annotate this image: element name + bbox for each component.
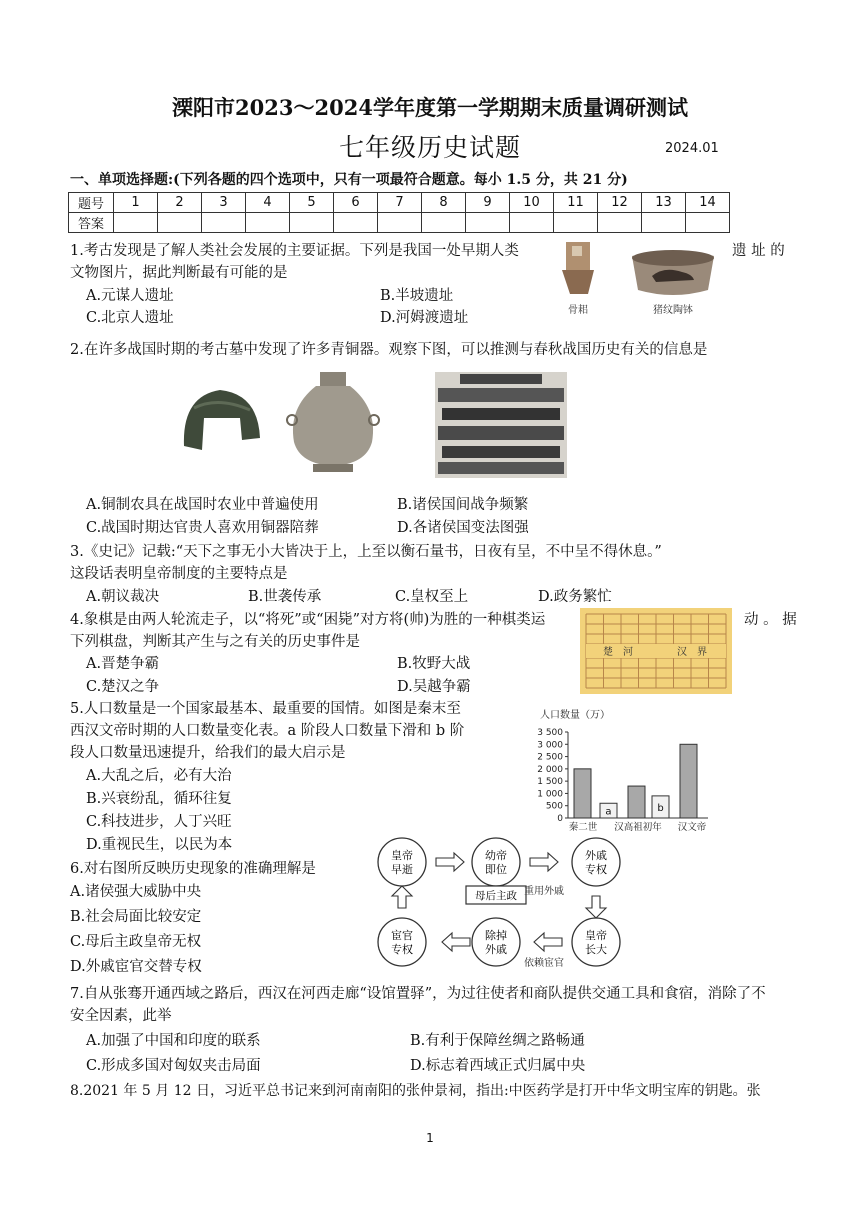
board-river-right-label: 汉 界 (677, 647, 707, 658)
answer-table-number: 6 (334, 193, 378, 213)
chart-y-tick-label: 3 500 (537, 728, 563, 738)
pig-pottery-bowl-image (632, 250, 714, 295)
node-emperor-grows-up (572, 918, 620, 966)
q5-option-c: C.科技进步，人丁兴旺 (86, 814, 232, 830)
exam-subtitle: 七年级历史试题 (338, 133, 521, 162)
q5-option-a: A.大乱之后，必有大治 (86, 768, 232, 784)
chart-x-label: 汉高祖初年 (614, 822, 662, 833)
q3-option-b: B.世袭传承 (248, 589, 322, 605)
answer-cell[interactable] (598, 213, 642, 233)
chart-y-tick-label: 500 (545, 801, 563, 812)
answer-cell[interactable] (114, 213, 158, 233)
q2-bronze-images (170, 368, 580, 488)
board-river-left-label: 楚 河 (603, 647, 633, 658)
q5-option-d: D.重视民生，以民为本 (86, 837, 233, 853)
q4-option-b: B.牧野大战 (397, 656, 471, 672)
answer-table-number: 13 (642, 193, 686, 213)
node-eunuch-power (378, 918, 426, 966)
chart-bar (574, 769, 591, 818)
answer-cell[interactable] (422, 213, 466, 233)
answer-cell[interactable] (334, 213, 378, 233)
q4-stem-line1: 4.象棋是由两人轮流走子，以“将死”或“困毙”对方将(帅)为胜的一种棋类运 (70, 612, 546, 628)
svg-text:外戚: 外戚 (585, 849, 607, 862)
q5-stem-line3: 段人口数量迅速提升，给我们的最大启示是 (70, 745, 346, 761)
svg-text:长大: 长大 (585, 943, 607, 956)
q3-option-a: A.朝议裁决 (86, 589, 160, 605)
q2-option-a: A.铜制农具在战国时农业中普遍使用 (86, 497, 319, 513)
svg-text:幼帝: 幼帝 (485, 849, 507, 862)
chart-x-label: 汉文帝 (677, 822, 707, 833)
answer-table-number: 3 (202, 193, 246, 213)
answer-table-number: 9 (466, 193, 510, 213)
q6-stem: 6.对右图所反映历史现象的准确理解是 (70, 861, 316, 877)
answer-table-number: 5 (290, 193, 334, 213)
svg-text:即位: 即位 (485, 863, 507, 876)
chart-bar (680, 744, 697, 818)
answer-table-number-row (69, 193, 730, 213)
q3-option-c: C.皇权至上 (395, 589, 469, 605)
population-chart (522, 706, 722, 836)
q4-stem-line1-tail: 动 。 据 (744, 612, 797, 628)
q7-option-d: D.标志着西域正式归属中央 (410, 1058, 586, 1074)
bronze-helmet-image (184, 390, 260, 450)
svg-text:皇帝: 皇帝 (391, 849, 413, 862)
q2-option-b: B.诸侯国间战争频繁 (397, 497, 529, 513)
answer-table (68, 192, 730, 233)
q1-option-c: C.北京人遗址 (86, 310, 174, 326)
svg-text:宦官: 宦官 (391, 929, 413, 942)
empress-dowager-box (466, 886, 526, 904)
chart-y-tick-label: 0 (557, 814, 563, 824)
answer-cell[interactable] (466, 213, 510, 233)
section-heading: 一、单项选择题:(下列各题的四个选项中，只有一项最符合题意。每小 1.5 分，共 21 分) (70, 172, 628, 188)
answer-table-number: 8 (422, 193, 466, 213)
q1-stem-line2: 文物图片，据此判断最有可能的是 (70, 265, 288, 281)
chart-y-axis-title: 人口数量（万） (540, 710, 610, 721)
label-rely-on-eunuchs: 依赖宦官 (524, 958, 564, 969)
answer-cell[interactable] (158, 213, 202, 233)
page-number: 1 (426, 1131, 434, 1145)
q5-option-b: B.兴衰纷乱，循环往复 (86, 791, 232, 807)
chart-stage-label: b (657, 802, 664, 814)
bronze-vessel-image (287, 372, 379, 472)
answer-cell[interactable] (378, 213, 422, 233)
bronze-pattern-image (435, 372, 567, 478)
chart-y-tick-label: 1 000 (537, 789, 563, 800)
answer-table-label: 答案 (69, 213, 114, 233)
q6-option-b: B.社会局面比较安定 (70, 909, 202, 925)
svg-text:早逝: 早逝 (391, 863, 413, 876)
q5-stem-line2: 西汉文帝时期的人口数量变化表。a 阶段人口数量下滑和 b 阶 (70, 723, 465, 739)
svg-text:母后主政: 母后主政 (475, 890, 517, 902)
answer-cell[interactable] (510, 213, 554, 233)
label-reuse-consort-clan: 重用外戚 (524, 886, 564, 897)
chart-stage-label: a (605, 806, 612, 818)
answer-table-label: 题号 (69, 193, 114, 213)
q8-stem-line1: 8.2021 年 5 月 12 日，习近平总书记来到河南南阳的张仲景祠，指出:中医药学是打开中华文明宝库的钥匙。张 (70, 1083, 761, 1099)
svg-text:除掉: 除掉 (485, 929, 507, 942)
answer-table-number: 4 (246, 193, 290, 213)
svg-text:专权: 专权 (585, 863, 607, 876)
q7-stem-line2: 安全因素，此举 (70, 1008, 172, 1024)
eastern-han-cycle-diagram (374, 834, 636, 976)
q1-artifact-images (548, 238, 726, 318)
q2-option-c: C.战国时期达官贵人喜欢用铜器陪葬 (86, 520, 319, 536)
exam-title: 溧阳市2023～2024学年度第一学期期末质量调研测试 (172, 95, 688, 120)
q1-option-b: B.半坡遗址 (380, 288, 454, 304)
q6-option-d: D.外戚宦官交替专权 (70, 959, 202, 975)
chessboard-image (580, 608, 732, 694)
answer-cell[interactable] (642, 213, 686, 233)
answer-table-number: 14 (686, 193, 730, 213)
q6-option-a: A.诸侯强大威胁中央 (70, 884, 202, 900)
node-consort-clan-power (572, 838, 620, 886)
answer-cell[interactable] (290, 213, 334, 233)
q3-stem-line2: 这段话表明皇帝制度的主要特点是 (70, 566, 288, 582)
node-remove-consort-clan (472, 918, 520, 966)
q4-stem-line2: 下列棋盘，判断其产生与之有关的历史事件是 (70, 634, 360, 650)
q1-option-d: D.河姆渡遗址 (380, 310, 469, 326)
node-emperor-early-death (378, 838, 426, 886)
answer-table-number: 12 (598, 193, 642, 213)
chart-y-tick-label: 2 000 (537, 764, 563, 775)
q7-option-b: B.有利于保障丝绸之路畅通 (410, 1033, 585, 1049)
q7-option-a: A.加强了中国和印度的联系 (86, 1033, 261, 1049)
answer-cell[interactable] (686, 213, 730, 233)
q4-option-a: A.晋楚争霸 (86, 656, 160, 672)
chart-y-tick-label: 2 500 (537, 752, 563, 763)
q7-option-c: C.形成多国对匈奴夹击局面 (86, 1058, 261, 1074)
node-child-emperor (472, 838, 520, 886)
bone-spade-image (562, 242, 594, 294)
pig-bowl-caption: 猪纹陶钵 (653, 305, 693, 316)
answer-cell[interactable] (202, 213, 246, 233)
chart-y-tick-label: 3 000 (537, 740, 563, 751)
answer-table-number: 7 (378, 193, 422, 213)
q4-option-d: D.吴越争霸 (397, 679, 471, 695)
answer-table-number: 1 (114, 193, 158, 213)
chart-bar (628, 786, 645, 818)
bone-spade-caption: 骨耜 (568, 305, 588, 316)
q3-option-d: D.政务繁忙 (538, 589, 612, 605)
q2-option-d: D.各诸侯国变法图强 (397, 520, 529, 536)
q5-stem-line1: 5.人口数量是一个国家最基本、最重要的国情。如图是秦末至 (70, 701, 461, 717)
q2-stem: 2.在许多战国时期的考古墓中发现了许多青铜器。观察下图，可以推测与春秋战国历史有关的信息是 (70, 342, 708, 358)
q4-option-c: C.楚汉之争 (86, 679, 160, 695)
answer-cell[interactable] (554, 213, 598, 233)
answer-table-answer-row (69, 213, 730, 233)
q3-stem-line1: 3.《史记》记载:“天下之事无小大皆决于上，上至以衡石量书，日夜有呈，不中呈不得休息。” (70, 544, 662, 560)
q1-option-a: A.元谋人遗址 (86, 288, 174, 304)
answer-table-number: 10 (510, 193, 554, 213)
answer-cell[interactable] (246, 213, 290, 233)
svg-text:专权: 专权 (391, 943, 413, 956)
q7-stem-line1: 7.自从张骞开通西域之路后，西汉在河西走廊“设馆置驿”，为过往使者和商队提供交通工具和食宿，消除了不 (70, 986, 766, 1002)
svg-text:皇帝: 皇帝 (585, 929, 607, 942)
exam-date: 2024.01 (665, 141, 719, 156)
chart-y-tick-label: 1 500 (537, 777, 563, 788)
answer-table-number: 11 (554, 193, 598, 213)
chart-x-label: 秦二世 (568, 822, 598, 833)
q1-stem-line1: 1.考古发现是了解人类社会发展的主要证据。下列是我国一处早期人类 (70, 243, 519, 259)
svg-text:外戚: 外戚 (485, 943, 507, 956)
q6-option-c: C.母后主政皇帝无权 (70, 934, 202, 950)
q1-stem-line1-tail: 遗 址 的 (732, 243, 785, 259)
answer-table-number: 2 (158, 193, 202, 213)
